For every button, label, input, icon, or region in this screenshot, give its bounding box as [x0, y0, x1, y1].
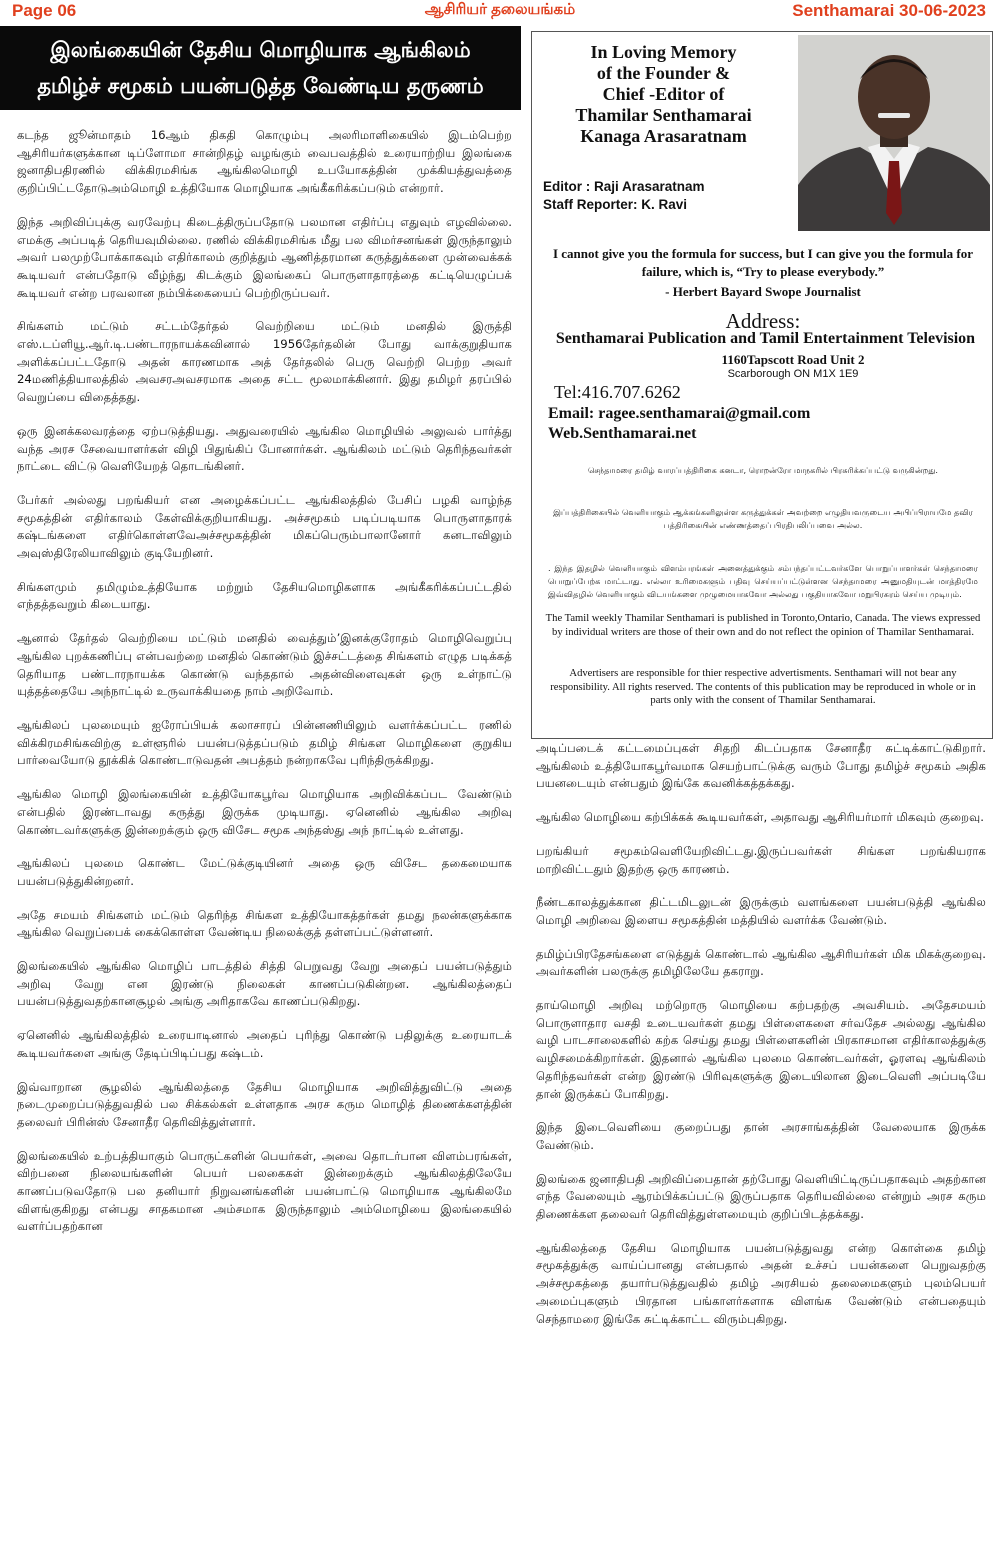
address-title: Address:	[725, 309, 801, 333]
address-line-2: Scarborough ON M1X 1E9	[727, 368, 859, 380]
article-paragraph: பேர்கர் அல்லது பறங்கியர் என அழைக்கப்பட்ட ஆங்கிலத்தில் பேசிப் பழகி வாழ்ந்த சமூகத்தின் எதிர்காலம் கேள்விக்குறியாகியது. அச்சமூகம் படிப்படியாக பொருளாதாரக் கஷ்டங்களை எதிர்கொள்ளவேஅச்சமூகத்தின் மிகப்பெரும்பாலானோர் கனடாவிலும் அவுஸ்திரேலியாவிலும் குடியேறினர்.	[17, 492, 512, 561]
editor-credit: Editor : Raji Arasaratnam	[543, 179, 705, 194]
article-paragraph: ஆங்கிலப் புலமையும் ஐரோப்பியக் கலாசாரப் பின்னணியிலும் வளர்க்கப்பட்ட ரணில் விக்கிரமசிங்கவிற்கு உள்ளூரில் பயன்படுத்தப்படும் தமிழ் சிங்கள மொழிகளை குறுகிய பார்வையோடு தூக்கிக் கொண்டாடுவதன் அபத்தம் நன்றாகவே புரிந்திருக்கிறது.	[17, 717, 512, 768]
article-paragraph: சிங்களம் மட்டும் சட்டம்தேர்தல் வெற்றியை மட்டும் மனதில் இருத்தி எஸ்.டப்ளியூ.ஆர்.டி.பண்டாரநாயக்கவினால் 1956தேர்தலின் போது வாக்குறுதியாக அளிக்கப்பட்டதோடு அதன் காரணமாக அத் தேர்தலில் பெரு வெற்றி பெற்ற அவர் 24மணித்தியாலத்தில் அவசரஅவசரமாக அதை சட்ட மூலமாக்கினார். இது தமிழர் தரப்பில் வெறுப்பை விதைத்தது.	[17, 319, 512, 405]
memorial-note	[532, 32, 795, 182]
article-paragraph: ஒரு இனக்கலவரத்தை ஏற்படுத்தியது. அதுவரையில் ஆங்கில மொழியில் அலுவல் பார்த்து வந்த அரச சேவையாளர்கள் விழி பிதுங்கிப் போனார்கள். ஆங்கிலம் மட்டும் தெரிந்தவர்கள் நாட்டை விட்டு வெளியேறத் தொடங்கினர்.	[17, 423, 512, 474]
memorial-line: of the Founder &	[596, 63, 731, 83]
memorial-line: Kanaga Arasaratnam	[580, 126, 747, 146]
issue-label: Senthamarai 30-06-2023	[792, 1, 986, 20]
quote-author: - Herbert Bayard Swope Journalist	[665, 284, 861, 299]
quote-text: I cannot give you the formula for success, but I can give you the formula for failure, which is, “Try to please everybody.”	[552, 246, 974, 279]
memorial-line: Chief -Editor of	[602, 84, 725, 104]
article-paragraph: இந்த இடைவெளியை குறைப்பது தான் அரசாங்கத்தின் வேலையாக இருக்க வேண்டும்.	[536, 1120, 986, 1152]
telephone: Tel:416.707.6262	[554, 382, 681, 402]
page-number: Page 06	[12, 1, 77, 20]
memorial-line: Thamilar Senthamarai	[575, 105, 752, 125]
founder-portrait-illustration	[798, 35, 990, 231]
article-column-right	[536, 740, 986, 1540]
article-paragraph: கடந்த ஜூன்மாதம் 16ஆம் திகதி கொழும்பு அலரிமாளிகையில் இடம்பெற்ற ஆசிரியர்களுக்கான டிப்ளோமா சான்றிதழ் வழங்கும் வைபவத்தில் உரையாற்றிய இலங்கை ஜனாதிபதிரணில் விக்கிரமசிங்க ஆங்கிலமொழி உபயோகத்தின் முக்கியத்துவத்தை குறிப்பிட்டதோடுஅம்மொழி உத்தியோக மொழியாக அங்கீகரிக்கப்படும் என்றார்.	[17, 128, 512, 196]
email-address: Email: ragee.senthamarai@gmail.com	[548, 405, 811, 422]
section-title: ஆசிரியர் தலையங்கம்	[424, 1, 576, 18]
page-header	[0, 0, 1000, 24]
tamil-publisher-note: செந்தாமரை தமிழ் வாரப்பத்திரிகை கனடா, ரொறன்ரோ மாநகரில் பிரசுரிக்கப்பட்டு வருகின்றது.	[587, 465, 939, 475]
article-paragraph: தமிழ்ப்பிரதேசங்களை எடுத்துக் கொண்டால் ஆங்கில ஆசிரியர்கள் மிக மிகக்குறைவு. அவர்களின் பலருக்கு தமிழிலேயே தகராறு.	[536, 946, 986, 979]
article-paragraph: ஆனால் தேர்தல் வெற்றியை மட்டும் மனதில் வைத்தும்’இனக்குரோதம் மொழிவெறுப்பு ஆங்கில புறக்கணிப்பு என்பவற்றை மனதில் கொண்டும் இச்சட்டத்தை சிங்களம் எழுத படிக்கத் தெரியாத பண்டாரநாயக்க கொண்டு வந்ததால் அதன்விளைவுகள் ஒரு உள்நாட்டு யுத்தத்தையே அந்நாட்டில் உருவாக்கியதை நாம் அறிவோம்.	[17, 631, 512, 699]
address-line-1: 1160Tapscott Road Unit 2	[721, 352, 865, 367]
staff-reporter-credit: Staff Reporter: K. Ravi	[543, 197, 688, 212]
tamil-rights-notice: . இந்த இதழில் வெளியாகும் விளம்பரங்கள் அனைத்துக்கும் சம்பந்தப்பட்டவர்களே பொறுப்பாளர்கள் செந்தாமரை பொறுப்பேற்க மாட்டாது. எல்லா உரிமைகளும் பதிவு செய்யப்பட்டுள்ளன செந்தாமரை அனுமதியுடன் மாத்திரமே இவ்விதழில் வெளியாகும் விடயங்களை முழுமையாகவோ அல்லது பகுதியாகவோ மறுபிரசுரம் செய்ய முடியும்.	[548, 563, 978, 599]
headline-line-1: இலங்கையின் தேசிய மொழியாக ஆங்கிலம்	[50, 38, 471, 62]
memorial-line: In Loving Memory	[590, 42, 737, 62]
article-paragraph: ஆங்கிலப் புலமை கொண்ட மேட்டுக்குடியினர் அதை ஒரு விசேட தகைமையாக பயன்படுத்துகின்றனர்.	[17, 856, 512, 888]
masthead-box	[531, 31, 993, 739]
founder-photo	[798, 35, 990, 231]
article-paragraph: இலங்கையில் உற்பத்தியாகும் பொருட்களின் பெயர்கள், அவை தொடர்பான விளம்பரங்கள், விற்பனை நிலையங்களின் பெயர் பலகைகள் இன்றைக்கும் ஆங்கிலத்திலேயே காணப்படுவதோடு பல தனியார் நிறுவனங்களின் பயன்பாட்டு மொழியாக ஆங்கிலமே விளங்குகிறது என்பது சாதகமான அம்சமாக இருந்தாலும் அம்மொழியை இலங்கையில் வளர்ப்பதற்கான	[17, 1148, 512, 1234]
website: Web.Senthamarai.net	[548, 425, 697, 442]
article-paragraph: இலங்கையில் ஆங்கில மொழிப் பாடத்தில் சித்தி பெறுவது வேறு அதைப் பயன்படுத்தும் அறிவு வேறு என இரண்டு நிலைகள் காணப்படுகின்றன. ஆங்கிலத்தைப் பயன்படுத்துவதற்கானசூழல் அங்கு அரிதாகவே காணப்படுகிறது.	[17, 959, 512, 1009]
headline-line-2: தமிழ்ச் சமூகம் பயன்படுத்த வேண்டிய தருணம்	[37, 74, 484, 98]
article-paragraph: சிங்களமும் தமிழும்உத்தியோக மற்றும் தேசியமொழிகளாக அங்கீகரிக்கப்பட்டதில் எந்தத்தவறும் கிடையாது.	[17, 579, 512, 612]
article-paragraph: அதே சமயம் சிங்களம் மட்டும் தெரிந்த சிங்கள உத்தியோகத்தர்கள் தமது நலன்களுக்காக ஆங்கில வெறுப்பைக் கைக்கொள்ள வேண்டிய நிலைக்குத் தள்ளப்பட்டுள்ளனர்.	[17, 907, 512, 940]
english-rights-notice: Advertisers are responsible for thier respective advertisments. Senthamari will not bear any responsibility. All rights reserved. The contents of this publication may be reproduced in whole or in parts only with the consent of Thamilar Senthamarai.	[550, 668, 976, 706]
article-paragraph: இலங்கை ஜனாதிபதி அறிவிப்பைதான் தற்போது வெளியிட்டிருப்பதாகவும் அதற்கான எந்த வேலையும் ஆரம்பிக்கப்பட்டு இருப்பதாக தெரியவில்லை என்றும் அரச கரும திணைக்கள தலைவர் தெரிவித்துள்ளமையும் குறிப்பிடத்தக்கது.	[536, 1171, 986, 1222]
article-paragraph: நீண்டகாலத்துக்கான திட்டமிடலுடன் இருக்கும் வளங்களை பயன்படுத்தி ஆங்கில மொழி அறிவை இளைய சமூகத்தின் மத்தியில் வளர்க்க வேண்டும்.	[536, 895, 986, 927]
tamil-views-disclaimer: இப்பத்திரிகையில் வெளியாகும் ஆக்கங்களிலுள்ள கருத்துக்கள் அவற்றை எழுதியவருடைய அபிப்பிராயமே தவிர பத்திரிகையின் எண்ணத்தைப் பிரதிபலிப்பவை அல்ல.	[553, 507, 973, 530]
article-paragraph: ஆங்கிலத்தை தேசிய மொழியாக பயன்படுத்துவது என்ற கொள்கை தமிழ் சமூகத்துக்கு வாய்ப்பானது என்பதால் அதன் உச்சப் பயன்களை பெறுவதற்கு அச்சமூகத்தை தயார்படுத்துவதில் தமிழ் அரசியல் தலைமைகளும் புலம்பெயர் அமைப்புகளும் பிரதான பங்காளர்களாக விளங்க வேண்டும் என்பதையும் செந்தாமரை இங்கே சுட்டிக்காட்ட விரும்புகிறது.	[536, 1240, 986, 1326]
quote-block	[538, 245, 988, 301]
article-paragraph: ஆங்கில மொழியை கற்பிக்கக் கூடியவர்கள், அதாவது ஆசிரியர்மார் மிகவும் குறைவு.	[536, 810, 985, 825]
article-paragraph: ஆங்கில மொழி இலங்கையின் உத்தியோகபூர்வ மொழியாக அறிவிக்கப்பட வேண்டும் என்பதில் இரண்டாவது கருத்து இருக்க முடியாது. ஏனெனில் ஆங்கில அறிவு கொண்டவர்களுக்கு இன்றைக்கும் ஒரு விசேட சமூக அந்தஸ்து அந் நாட்டில் உள்ளது.	[17, 787, 512, 837]
staff-credits	[543, 178, 705, 214]
english-publisher-note: The Tamil weekly Thamilar Senthamari is published in Toronto,Ontario, Canada. The views expressed by individual writers are those of their own and do not reflect the opinion of Thamilar Senthamarai.	[545, 613, 981, 638]
headline-banner	[0, 26, 521, 110]
article-paragraph: தாய்மொழி அறிவு மற்றொரு மொழியை கற்பதற்கு அவசியம். அதேசமயம் பொருளாதார வசதி உடையவர்கள் தமது பிள்ளைகளை சர்வதேச அல்லது ஆங்கில வழி பாடசாலைகளில் கற்க செய்து தமது பிள்ளைகளின் பிரகாசமான எதிர்காலத்துக்கு வழிசமைக்கிறார்கள். இதனால் ஆங்கில புலமை கொண்டவர்கள், ஓரளவு ஆங்கிலம் தெரிந்தவர்கள் என்ற இரண்டு பிரிவுகளுக்கு இடையிலான இடைவெளி அப்படியே தான் இருக்கப் போகிறது.	[536, 998, 986, 1101]
article-paragraph: பறங்கியர் சமூகம்வெளியேறிவிட்டது.இருப்பவர்கள் சிங்கள பறங்கியராக மாறிவிட்டதும் இதற்கு ஒரு காரணம்.	[536, 843, 986, 876]
article-column-left	[17, 127, 512, 1539]
article-paragraph: இவ்வாறான சூழலில் ஆங்கிலத்தை தேசிய மொழியாக அறிவித்துவிட்டு அதை நடைமுறைப்படுத்துவதில் பல சிக்கல்கள் உள்ளதாக அரச கரும மொழித் திணைக்களத்தின் தலைவர் பிரின்ஸ் சேனாதீர தெரிவித்துள்ளார்.	[17, 1079, 512, 1129]
publication-name: Senthamarai Publication and Tamil Entertainment Television	[555, 330, 976, 347]
article-paragraph: அடிப்படைக் கட்டமைப்புகள் சிதறி கிடப்பதாக சேனாதீர சுட்டிக்காட்டுகிறார். ஆங்கிலம் உத்தியோகபூர்வமாக செயற்பாட்டுக்கு வரும் போது தமிழ்ச் சமூகம் அதிக பயனடையும் என்பதும் இங்கே கவனிக்கத்தக்கது.	[536, 741, 986, 791]
article-paragraph: இந்த அறிவிப்புக்கு வரவேற்பு கிடைத்திருப்பதோடு பலமான எதிர்ப்பு எதுவும் எழவில்லை. எமக்கு அப்படித் தெரியவுமில்லை. ரணில் விக்கிரமசிங்க மீது பல விமர்சனங்கள் இருந்தாலும் அவர் பலமுற்போக்காகவும் எதிர்காலம் குறித்தும் ஆணித்தரமான கருத்துக்களை முன்வைக்கக் கூடியவர் என்பதோடு வீழ்ந்து கிடக்கும் இலங்கைப் பொருளாதாரத்தை கட்டியெழுப்பக் கூடியவர் என்ற பரவலான நம்பிக்கையைப் பெற்றிருப்பவர்.	[17, 214, 512, 300]
article-paragraph: ஏனெனில் ஆங்கிலத்தில் உரையாடினால் அதைப் புரிந்து கொண்டு பதிலுக்கு உரையாடக் கூடியவர்களை அங்கு தேடிப்பிடிப்பது கஷ்டம்.	[17, 1028, 512, 1060]
